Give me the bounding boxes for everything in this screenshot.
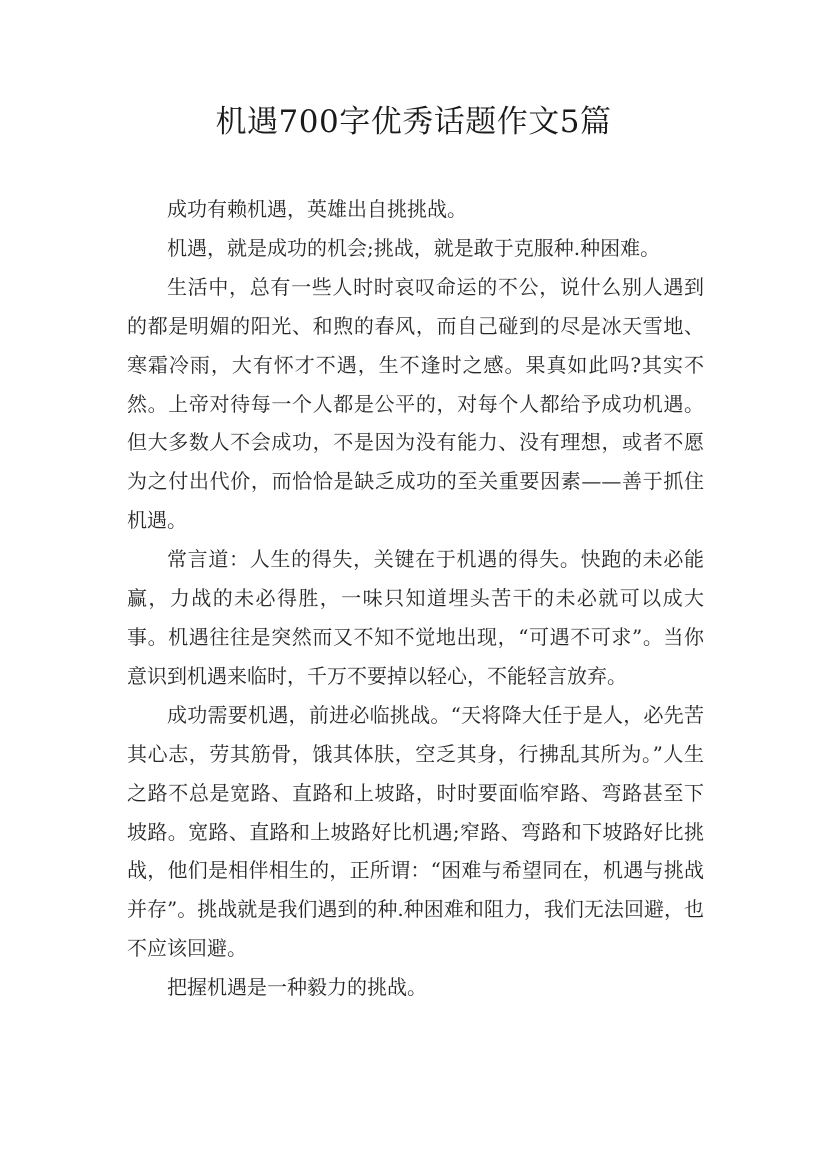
paragraph-5: 成功需要机遇，前进必临挑战。“天将降大任于是人，必先苦其心志，劳其筋骨，饿其体肤，空乏其身，行拂乱其所为。”人生之路不总是宽路、直路和上坡路，时时要面临窄路、弯路甚至下坡路。宽路、直路和上坡路好比机遇;窄路、弯路和下坡路好比挑战，他们是相伴相生的，正所谓：“困难与希望同在，机遇与挑战并存”。挑战就是我们遇到的种.种困难和阻力，我们无法回避，也不应该回避。: [127, 702, 704, 961]
document-body: [127, 190, 704, 1007]
paragraph-3: 生活中，总有一些人时时哀叹命运的不公，说什么别人遇到的都是明媚的阳光、和煦的春风，而自己碰到的尽是冰天雪地、寒霜冷雨，大有怀才不遇，生不逢时之感。果真如此吗?其实不然。上帝对待每一个人都是公平的，对每个人都给予成功机遇。但大多数人不会成功，不是因为没有能力、没有理想，或者不愿为之付出代价，而恰恰是缺乏成功的至关重要因素——善于抓住机遇。: [127, 274, 704, 533]
paragraph-6: 把握机遇是一种毅力的挑战。: [167, 975, 427, 1000]
document-title: 机遇700字优秀话题作文5篇: [215, 104, 612, 140]
paragraph-2: 机遇，就是成功的机会;挑战，就是敢于克服种.种困难。: [167, 235, 661, 260]
paragraph-1: 成功有赖机遇，英雄出自挑挑战。: [167, 197, 467, 221]
paragraph-4: 常言道：人生的得失，关键在于机遇的得失。快跑的未必能赢，力战的未必得胜，一味只知道埋头苦干的未必就可以成大事。机遇往往是突然而又不知不觉地出现，“可遇不可求”。当你意识到机遇来临时，千万不要掉以轻心，不能轻言放弃。: [127, 547, 704, 688]
